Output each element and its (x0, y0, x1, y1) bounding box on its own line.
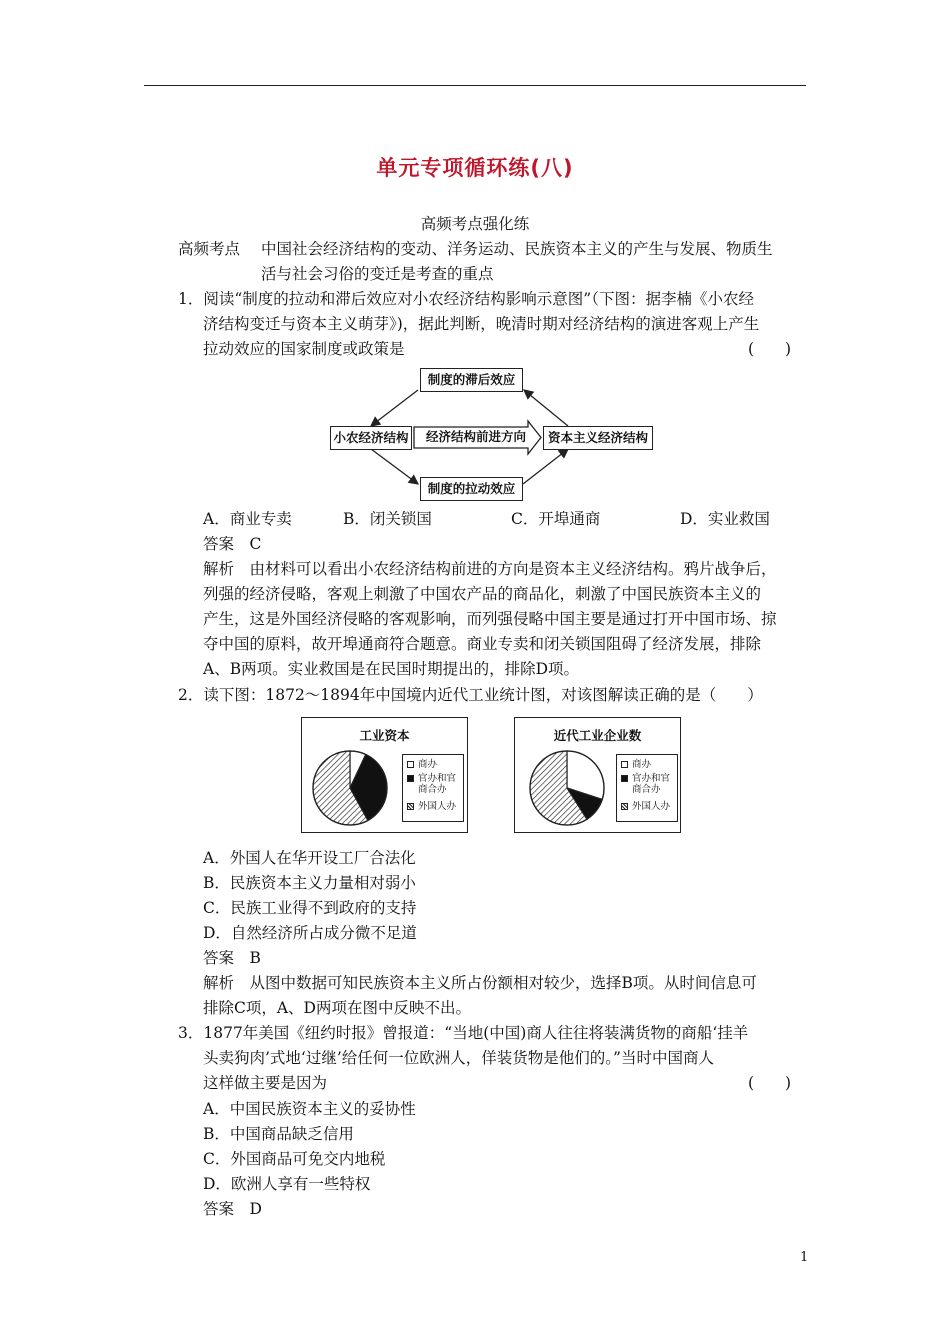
focus-text-line1: 中国社会经济结构的变动、洋务运动、民族资本主义的产生与发展、物质生 (261, 240, 773, 258)
page-number: 1 (800, 1250, 809, 1265)
q3-stem-line2: 头卖狗肉’式地‘过继’给任何一位欧洲人，佯装货物是他们的。”当时中国商人 (203, 1049, 714, 1067)
legend-swatch-foreign (407, 803, 414, 810)
focus-label: 高频考点 (178, 240, 241, 258)
q3-stem-line3: 这样做主要是因为 (203, 1074, 328, 1092)
q1-analysis-line5: A、B两项。实业救国是在民国时期提出的，排除D项。 (203, 660, 580, 678)
legend-label-official: 官办和官商合办 (418, 773, 457, 795)
q1-answer: 答案 C (203, 535, 262, 553)
q2-analysis-line1: 解析 从图中数据可知民族资本主义所占份额相对较少，选择B项。从时间信息可 (203, 974, 757, 992)
q3-option-c: C．外国商品可免交内地税 (203, 1150, 386, 1168)
q2-answer: 答案 B (203, 949, 261, 967)
chart-legend-enterprises (616, 754, 678, 822)
chart-legend-capital (402, 754, 464, 822)
q2-option-d: D．自然经济所占成分微不足道 (203, 924, 417, 942)
chart-panel-capital (301, 717, 468, 833)
diagram-box-capitalist: 资本主义经济结构 (543, 426, 653, 450)
q1-stem-line1: 1．阅读“制度的拉动和滞后效应对小农经济结构影响示意图”（下图：据李楠《小农经 (178, 290, 754, 308)
q1-analysis-line3: 产生，这是外国经济侵略的客观影响，而列强侵略中国主要是通过打开中国市场、掠 (203, 610, 777, 628)
q3-answer: 答案 D (203, 1200, 262, 1218)
chart-title-capital: 工业资本 (359, 728, 410, 743)
q1-option-a: A．商业专卖 (203, 510, 292, 528)
diagram-box-lag-effect: 制度的滞后效应 (420, 368, 523, 392)
legend-label-official: 官办和官商合办 (632, 773, 671, 795)
legend-swatch-private (621, 761, 628, 768)
diagram-box-pull-effect: 制度的拉动效应 (420, 477, 523, 501)
diagram-arrow-label: 经济结构前进方向 (425, 429, 526, 444)
q1-answer-blank: ( ) (748, 340, 792, 358)
chart-title-enterprises: 近代工业企业数 (553, 728, 642, 743)
legend-label-private: 商办 (418, 759, 438, 770)
focus-text-line2: 活与社会习俗的变迁是考查的重点 (261, 265, 494, 283)
q3-option-a: A．中国民族资本主义的妥协性 (203, 1100, 416, 1118)
q2-option-b: B．民族资本主义力量相对弱小 (203, 874, 416, 892)
q2-stem-line1: 2．读下图：1872～1894年中国境内近代工业统计图，对该图解读正确的是（ ） (178, 686, 763, 704)
diagram-box-small-peasant: 小农经济结构 (330, 426, 412, 450)
q3-option-d: D．欧洲人享有一些特权 (203, 1175, 371, 1193)
q1-stem-line2: 济结构变迁与资本主义萌芽》)，据此判断，晚清时期对经济结构的演进客观上产生 (203, 315, 760, 333)
q1-option-d: D．实业救国 (680, 510, 770, 528)
legend-swatch-official (407, 775, 414, 782)
q1-option-c: C．开埠通商 (511, 510, 601, 528)
legend-label-foreign: 外国人办 (632, 801, 671, 812)
section-subtitle: 高频考点强化练 (420, 215, 530, 233)
q2-option-a: A．外国人在华开设工厂合法化 (203, 849, 416, 867)
q3-stem-line1: 3．1877年美国《纽约时报》曾报道：“当地(中国)商人往往将装满货物的商船‘挂羊 (178, 1024, 749, 1042)
chart-panel-enterprises (514, 717, 681, 833)
legend-swatch-private (407, 761, 414, 768)
pie-enterprises (527, 748, 607, 828)
q1-option-b: B．闭关锁国 (343, 510, 432, 528)
q1-stem-line3: 拉动效应的国家制度或政策是 (203, 340, 405, 358)
legend-label-foreign: 外国人办 (418, 801, 457, 812)
pie-capital (310, 748, 390, 828)
q3-answer-blank: ( ) (748, 1074, 792, 1092)
legend-swatch-foreign (621, 803, 628, 810)
q1-analysis-line4: 夺中国的原料，故开埠通商符合题意。商业专卖和闭关锁国阻碍了经济发展，排除 (203, 635, 762, 653)
q3-option-b: B．中国商品缺乏信用 (203, 1125, 354, 1143)
q2-analysis-line2: 排除C项，A、D两项在图中反映不出。 (203, 999, 471, 1017)
page-title: 单元专项循环练(八) (376, 156, 574, 180)
q1-analysis-line1: 解析 由材料可以看出小农经济结构前进的方向是资本主义经济结构。鸦片战争后， (203, 560, 777, 578)
legend-label-private: 商办 (632, 759, 652, 770)
q1-analysis-line2: 列强的经济侵略，客观上刺激了中国农产品的商品化，刺激了中国民族资本主义的 (203, 585, 762, 603)
legend-swatch-official (621, 775, 628, 782)
q2-option-c: C．民族工业得不到政府的支持 (203, 899, 417, 917)
